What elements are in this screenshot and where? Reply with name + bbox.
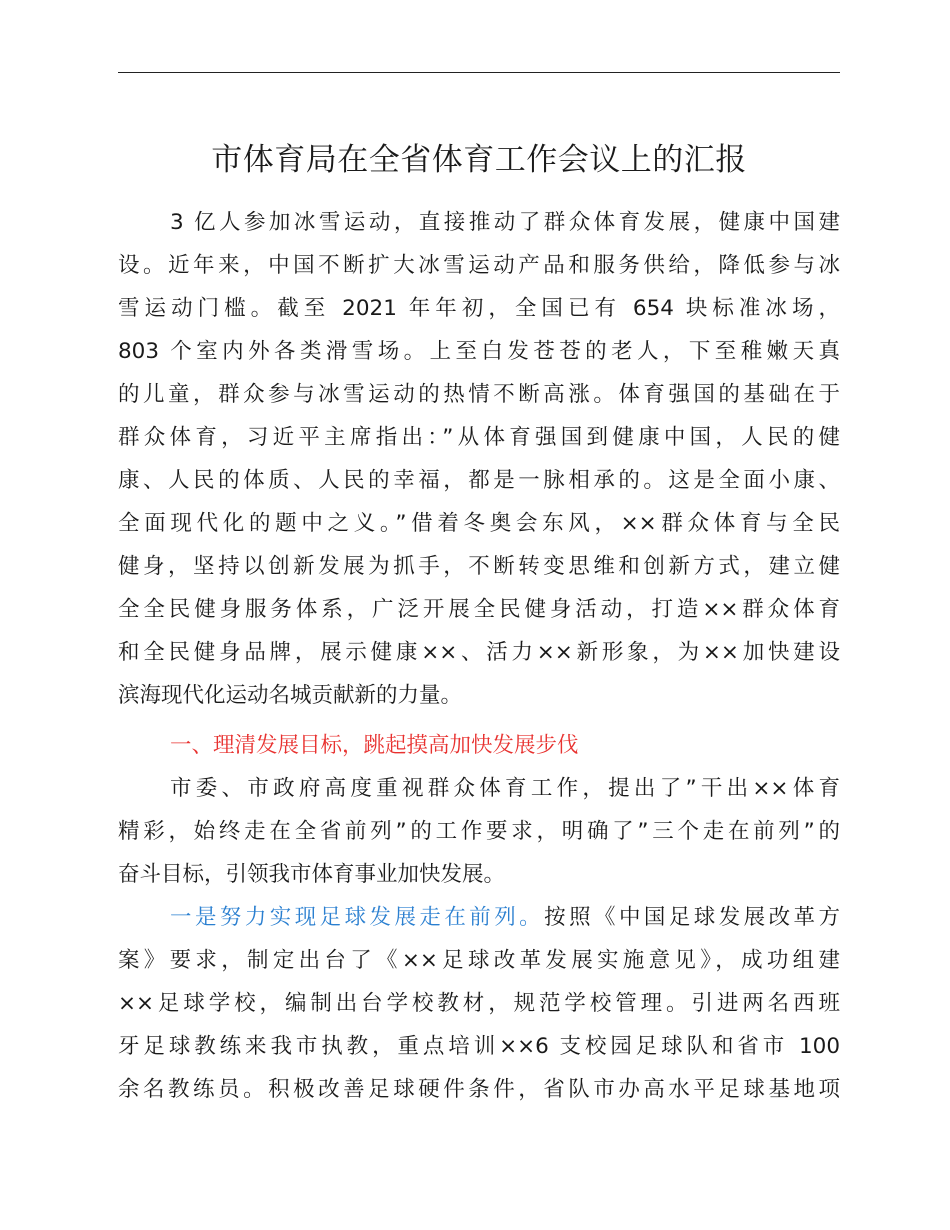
paragraph-line: 奋斗目标，引领我市体育事业加快发展。 [118, 862, 506, 887]
paragraph-line: 市委、市政府高度重视群众体育工作，提出了”干出××体育 [170, 776, 840, 801]
paragraph-line [118, 902, 840, 934]
paragraph-line: 3 亿人参加冰雪运动，直接推动了群众体育发展，健康中国建 [170, 210, 840, 235]
paragraph-line: 和全民健身品牌，展示健康××、活力××新形象，为××加快建设 [118, 640, 840, 665]
paragraph-line: 康、人民的体质、人民的幸福，都是一脉相承的。这是全面小康、 [118, 468, 840, 493]
paragraph-line: 全面现代化的题中之义。”借着冬奥会东风，××群众体育与全民 [118, 511, 840, 536]
paragraph-line: 案》要求，制定出台了《××足球改革发展实施意见》，成功组建 [118, 948, 840, 973]
paragraph-line: 牙足球教练来我市执教，重点培训××6 支校园足球队和省市 100 [118, 1034, 840, 1059]
header-rule [118, 72, 840, 73]
paragraph-line: 的儿童，群众参与冰雪运动的热情不断高涨。体育强国的基础在于 [118, 382, 840, 407]
paragraph-line: 全全民健身服务体系，广泛开展全民健身活动，打造××群众体育 [118, 597, 840, 622]
lead-sentence: 一是努力实现足球发展走在前列。 [170, 905, 545, 930]
paragraph-line: 设。近年来，中国不断扩大冰雪运动产品和服务供给，降低参与冰 [118, 253, 840, 278]
section-heading: 一、理清发展目标，跳起摸高加快发展步伐 [170, 733, 579, 758]
paragraph-line: 803 个室内外各类滑雪场。上至白发苍苍的老人，下至稚嫩天真 [118, 339, 840, 364]
paragraph-line: 余名教练员。积极改善足球硬件条件，省队市办高水平足球基地项 [118, 1077, 840, 1102]
paragraph-line: 雪运动门槛。截至 2021 年年初，全国已有 654 块标准冰场， [118, 296, 840, 321]
paragraph-line: 滨海现代化运动名城贡献新的力量。 [118, 683, 463, 708]
paragraph-text: 按照《中国足球发展改革方 [544, 905, 840, 930]
paragraph-line: 健身，坚持以创新发展为抓手，不断转变思维和创新方式，建立健 [118, 554, 840, 579]
paragraph-line: 精彩，始终走在全省前列”的工作要求，明确了”三个走在前列”的 [118, 819, 840, 844]
paragraph-line: ××足球学校，编制出台学校教材，规范学校管理。引进两名西班 [118, 991, 840, 1016]
document-title: 市体育局在全省体育工作会议上的汇报 [211, 142, 747, 178]
paragraph-line: 群众体育，习近平主席指出：”从体育强国到健康中国，人民的健 [118, 425, 840, 450]
